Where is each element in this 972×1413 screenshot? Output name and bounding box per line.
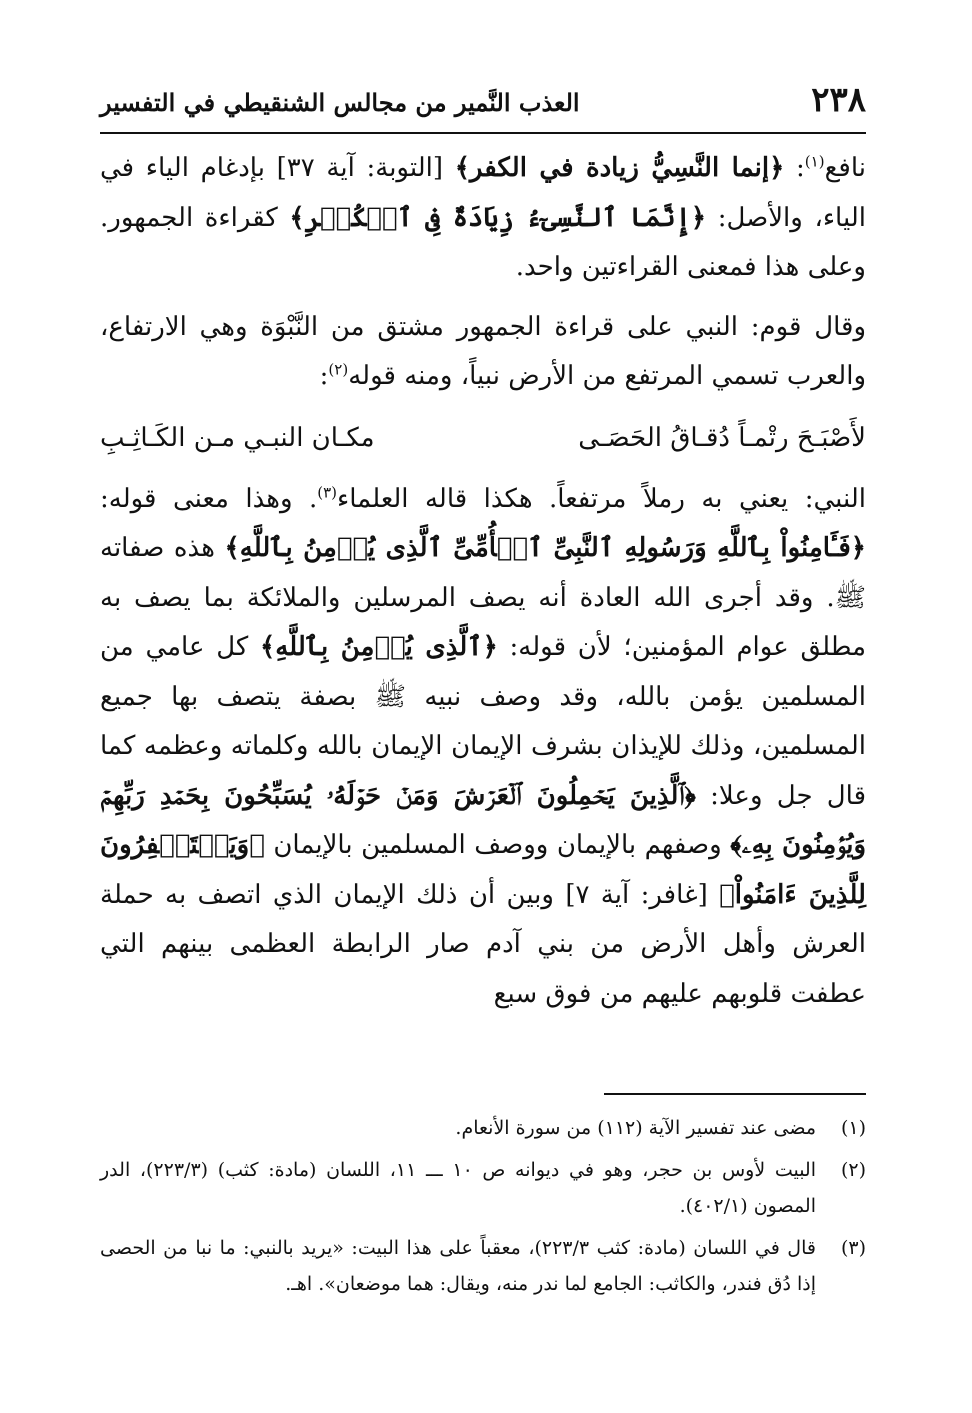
text-run: كل عامي من المسلمين يؤمن بالله، وقد وصف نبيه ﷺ بصفة يتصف بها جميع المسلمين، وذلك للإيذان بشرف الإيمان الإيمان بالله وكلماته وعظمه كما قال جل وعلا: xyxy=(100,632,866,811)
text-run: : xyxy=(784,153,805,183)
footnote-ref-3: (٣) xyxy=(317,482,338,501)
footnote-ref-1: (١) xyxy=(804,152,825,171)
footnote-2 xyxy=(100,1152,866,1224)
text-run: كقراءة الجمهور. وعلى هذا فمعنى القراءتين واحد. xyxy=(100,202,866,282)
quran-quote: ﴿ٱلَّذِينَ يَحۡمِلُونَ ٱلۡعَرۡشَ وَمَنۡ حَوۡلَهُۥ يُسَبِّحُونَ بِحَمۡدِ رَبِّهِمۡ وَيُؤۡمِنُونَ بِهِۦ﴾ xyxy=(100,780,866,860)
footnote-3 xyxy=(100,1230,866,1302)
page-number: ٢٣٨ xyxy=(811,80,866,120)
poetry-verse xyxy=(100,412,866,475)
footnotes xyxy=(100,1110,866,1308)
page-header xyxy=(100,80,866,134)
text-run: [التوبة: آية ٣٧] بإدغام الياء في الياء، والأصل: xyxy=(100,153,866,233)
main-text xyxy=(100,144,866,1019)
paragraph-2 xyxy=(100,303,866,402)
paragraph-1 xyxy=(100,144,866,293)
running-title: العذب النَّمير من مجالس الشنقيطي في التفسير xyxy=(100,88,580,117)
quran-quote: ﴿فَـَٔامِنُواْ بِٱللَّهِ وَرَسُولِهِ ٱلنَّبِىِّ ٱلۡأُمِّىِّ ٱلَّذِى يُؤۡمِنُ بِٱللَّهِ﴾ xyxy=(224,533,867,563)
text-run: النبي: يعني به رملاً مرتفعاً. هكذا قاله العلماء xyxy=(337,483,866,514)
text-run: وقال قوم: النبي على قراءة الجمهور مشتق من النَّبْوَة وهي الارتفاع، والعرب تسمي المرتفع من الأرض نبياً، ومنه قوله xyxy=(100,311,866,391)
text-run: [غافر: آية ٧] وبين أن ذلك الإيمان الذي اتصف به حملة العرش وأهل الأرض من بني آدم صار الرابطة العظمى بينهم التي عطفت قلوبهم عليهم من فوق سبع xyxy=(100,879,866,1009)
footnote-number: (٣) xyxy=(840,1237,866,1259)
quran-quote: ﴿إِنَّمَا ٱلنَّسِىٓءُ زِيَادَةٌ فِى ٱلۡكُفۡرِ﴾ xyxy=(289,202,707,233)
quran-quote: ﴿ٱلَّذِى يُؤۡمِنُ بِٱللَّهِ﴾ xyxy=(260,632,498,662)
text-run: . وهذا معنى قوله: xyxy=(100,483,318,514)
footnote-number: (٢) xyxy=(840,1159,866,1181)
paragraph-3 xyxy=(100,475,866,1020)
text-run: : xyxy=(319,361,329,391)
verse-hemistich-1: لأَصْبَـحَ رتْمـاً دُقـاقُ الحَصَـى xyxy=(578,422,866,453)
footnote-1 xyxy=(100,1110,866,1146)
footnote-separator xyxy=(604,1093,866,1095)
text-run: هذه صفاته ﷺ. وقد أجرى الله العادة أنه يصف المرسلين والملائكة بما يصف به مطلق عوام المؤمنين؛ لأن قوله: xyxy=(100,533,867,662)
page xyxy=(100,80,867,1295)
footnote-number: (١) xyxy=(840,1117,866,1139)
footnote-text: قال في اللسان (مادة: كثب ٢٢٣/٣)، معقباً على هذا البيت: «يريد بالنبي: ما نبا من الحصى إذا دُق فندر، والكاثب: الجامع لما ندر منه، ويقال: هما موضعان». اهـ. xyxy=(100,1237,816,1295)
footnote-text: البيت لأوس بن حجر، وهو في ديوانه ص ١٠ ـــ ١١، اللسان (مادة: كثب) (٢٢٣/٣)، الدر المصون (٤٠٢/١). xyxy=(100,1159,817,1217)
footnote-text: مضى عند تفسير الآية (١١٢) من سورة الأنعام. xyxy=(455,1117,816,1139)
quran-quote: ﴿وَيَسۡتَغۡفِرُونَ لِلَّذِينَ ءَامَنُواْ﴾ xyxy=(100,830,866,910)
quran-quote: ﴿إنما النَّسِيُّ زيادة في الكفر﴾ xyxy=(454,153,785,183)
text-run: وصفهم بالإيمان ووصف المسلمين بالإيمان xyxy=(264,830,731,860)
text-run: نافع xyxy=(824,153,866,183)
footnote-ref-2: (٢) xyxy=(328,360,349,379)
verse-hemistich-2: مكـان النبـي مـن الكَـاثِـبِ xyxy=(100,422,375,453)
